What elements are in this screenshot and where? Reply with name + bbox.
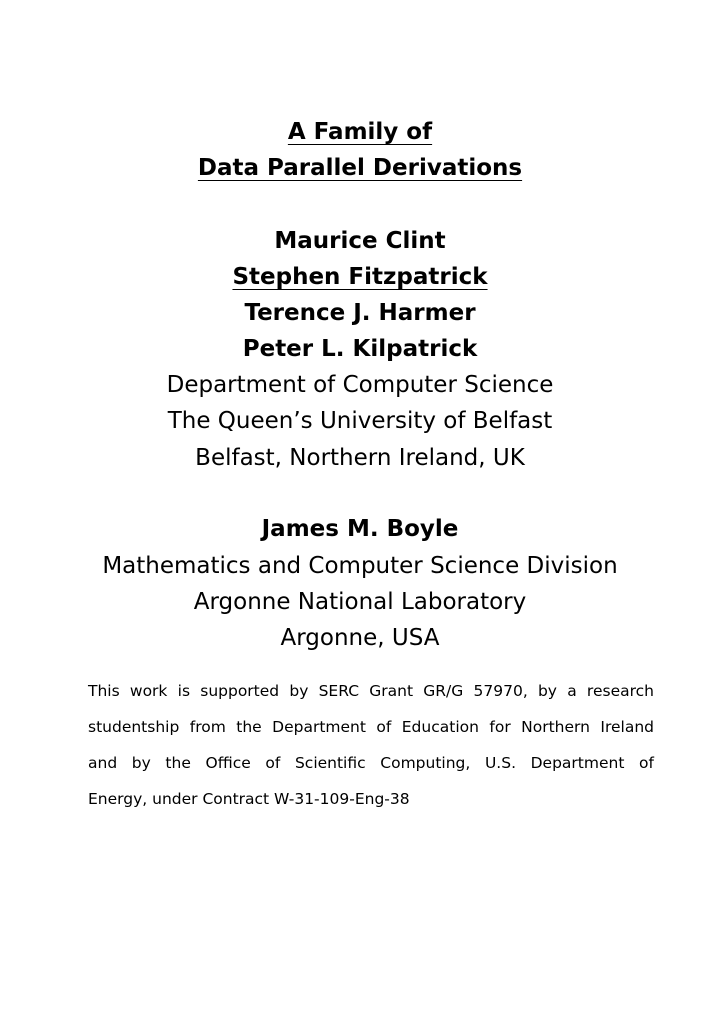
support-note-line: and by the Office of Scientific Computing, U.S. Department of — [88, 754, 654, 772]
author-terence-harmer: Terence J. Harmer — [244, 300, 476, 326]
author-stephen-fitzpatrick: Stephen Fitzpatrick — [232, 264, 488, 290]
affiliation-department: Department of Computer Science — [166, 372, 554, 398]
author-maurice-clint: Maurice Clint — [274, 228, 446, 254]
affiliation-location: Belfast, Northern Ireland, UK — [195, 445, 525, 471]
title-line-1: A Family of — [287, 119, 433, 145]
affiliation-university: The Queen’s University of Belfast — [167, 408, 553, 434]
affiliation-division: Mathematics and Computer Science Division — [102, 553, 618, 579]
affiliation-anl-location: Argonne, USA — [280, 625, 440, 651]
author-peter-kilpatrick: Peter L. Kilpatrick — [242, 336, 478, 362]
support-note-line: This work is supported by SERC Grant GR/G 57970, by a research — [88, 682, 654, 700]
support-note-line: studentship from the Department of Education for Northern Ireland — [88, 718, 654, 736]
affiliation-laboratory: Argonne National Laboratory — [193, 589, 527, 615]
author-james-boyle: James M. Boyle — [261, 516, 459, 542]
title-line-2: Data Parallel Derivations — [197, 155, 523, 181]
support-note-line: Energy, under Contract W-31-109-Eng-38 — [88, 790, 410, 808]
